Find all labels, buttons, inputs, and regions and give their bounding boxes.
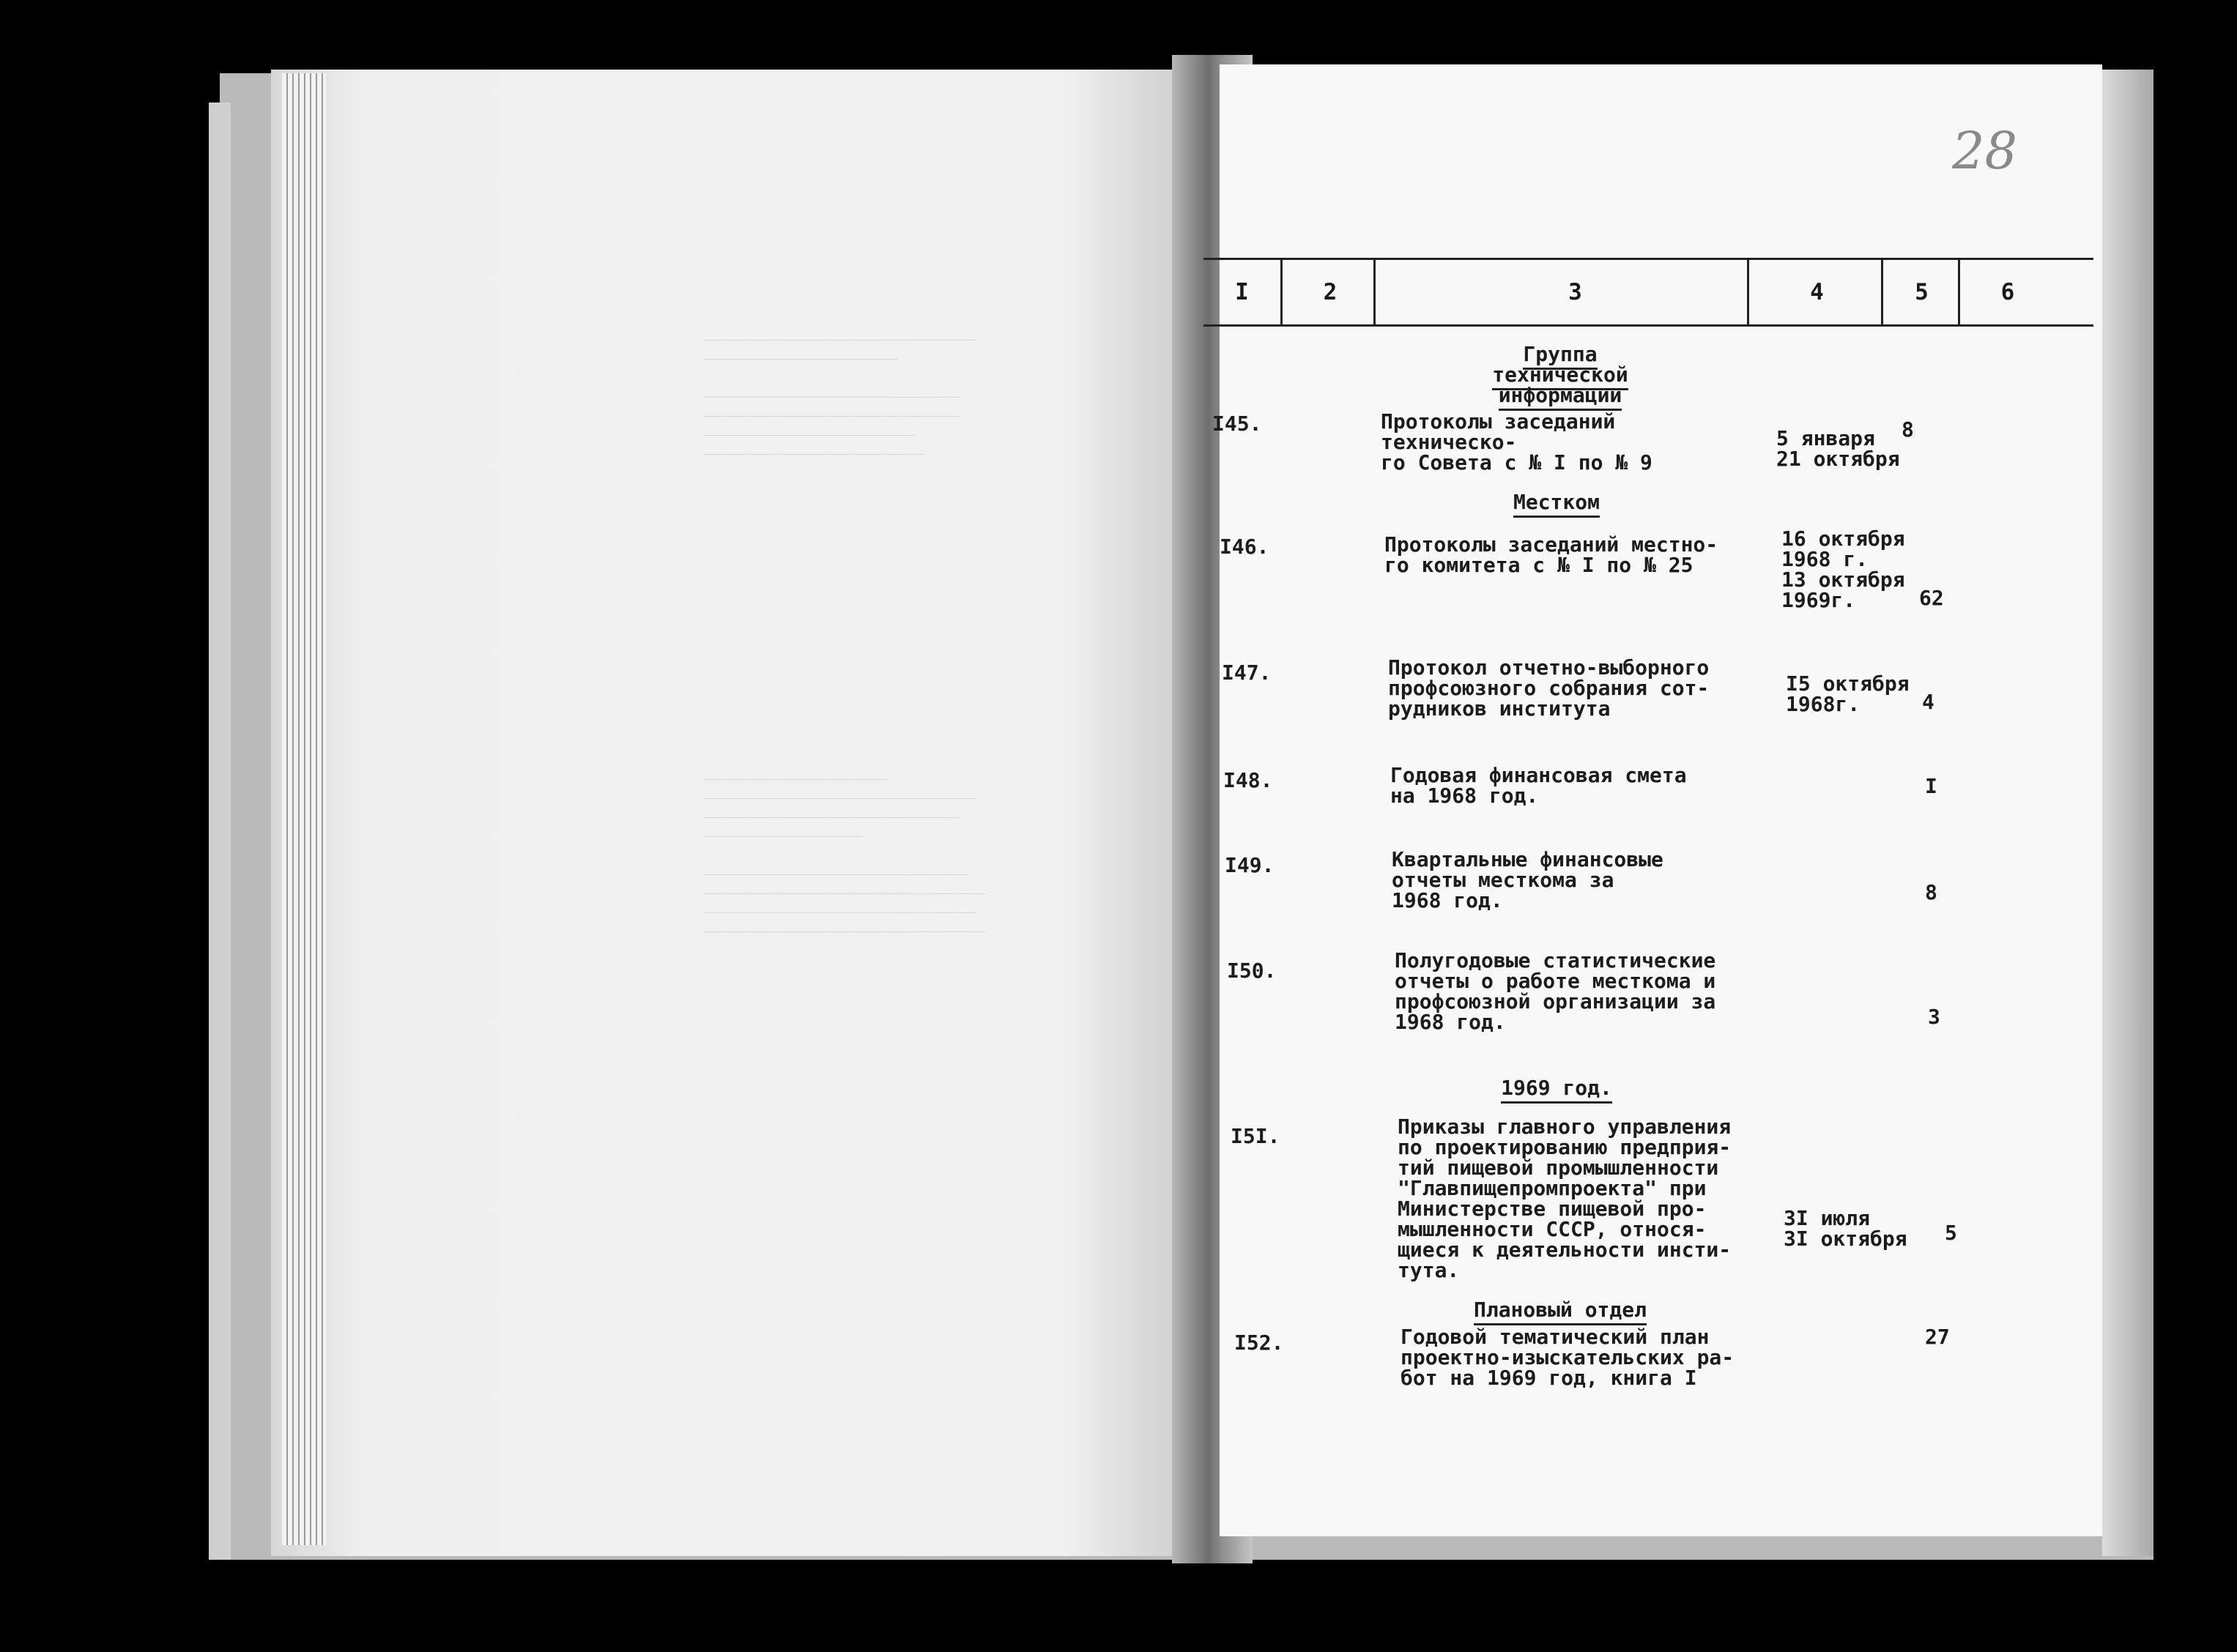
column-header-3: 3 xyxy=(1568,279,1582,305)
row-number: I49. xyxy=(1225,853,1275,877)
row-number: I48. xyxy=(1223,768,1273,792)
row-number: I50. xyxy=(1227,959,1277,983)
row-count: 4 xyxy=(1922,690,1934,714)
row-count: 3 xyxy=(1928,1005,1940,1029)
section-heading: Группа технической информации xyxy=(1450,344,1670,406)
page-edges xyxy=(282,73,326,1545)
bleed-through-text: _____________________ _______________________________ _____________________________ __________________ ______________________________ ________________________________ _______________________________ ________________________________ xyxy=(703,762,986,932)
row-title: Годовой тематический план проектно-изыскательских ра- бот на 1969 год, книга I xyxy=(1401,1325,1735,1390)
row-number: I45. xyxy=(1212,412,1262,436)
row-count: 8 xyxy=(1925,880,1937,904)
page-number: 28 xyxy=(1952,121,2018,181)
bleed-through-text: _______________________________ ______________________ _____________________________ _____________________________ ________________________ _________________________ xyxy=(703,323,977,455)
right-page-edges xyxy=(2102,70,2153,1556)
row-title: Годовая финансовая смета на 1968 год. xyxy=(1390,763,1687,808)
row-dates: 16 октября 1968 г. 13 октября 1969г. xyxy=(1781,527,1905,612)
cover-edge xyxy=(209,103,231,1560)
row-dates: 5 января 21 октября xyxy=(1776,426,1900,471)
row-number: I46. xyxy=(1220,535,1269,559)
row-title: Приказы главного управления по проектированию предприя- тий пищевой промышленности "Главпищепромпроекта" при Министерстве пищевой про- мышленности СССР, относя- щиеся к деятельности инсти- тута. xyxy=(1398,1115,1732,1282)
section-heading: Плановый отдел xyxy=(1454,1300,1666,1320)
row-title: Протокол отчетно-выборного профсоюзного собрания сот- рудников института xyxy=(1388,655,1710,721)
table-header xyxy=(1203,258,2093,327)
column-header-6: 6 xyxy=(2000,279,2015,305)
row-count: 27 xyxy=(1925,1325,1950,1349)
row-title: Полугодовые статистические отчеты о работе месткома и профсоюзной организации за 1968 год. xyxy=(1395,948,1716,1034)
row-dates: I5 октября 1968г. xyxy=(1786,671,1910,716)
row-count: I xyxy=(1925,774,1937,798)
row-count: 8 xyxy=(1902,417,1914,442)
section-heading: 1969 год. xyxy=(1465,1078,1648,1098)
column-header-5: 5 xyxy=(1915,279,1929,305)
row-dates: 3I июля 3I октября xyxy=(1784,1206,1907,1251)
column-header-2: 2 xyxy=(1323,279,1338,305)
row-count: 62 xyxy=(1919,586,1944,610)
row-title: Протоколы заседаний техническо- го Совета с № I по № 9 xyxy=(1381,409,1652,475)
column-header-4: 4 xyxy=(1810,279,1824,305)
row-number: I5I. xyxy=(1231,1124,1280,1148)
row-number: I52. xyxy=(1234,1331,1284,1355)
row-count: 5 xyxy=(1945,1221,1957,1245)
section-heading: Местком xyxy=(1465,492,1648,513)
row-title: Квартальные финансовые отчеты месткома за 1968 год. xyxy=(1392,847,1663,912)
column-header-1: I xyxy=(1235,279,1249,305)
row-number: I47. xyxy=(1222,661,1272,685)
row-title: Протоколы заседаний местно- го комитета с № I по № 25 xyxy=(1384,532,1718,577)
